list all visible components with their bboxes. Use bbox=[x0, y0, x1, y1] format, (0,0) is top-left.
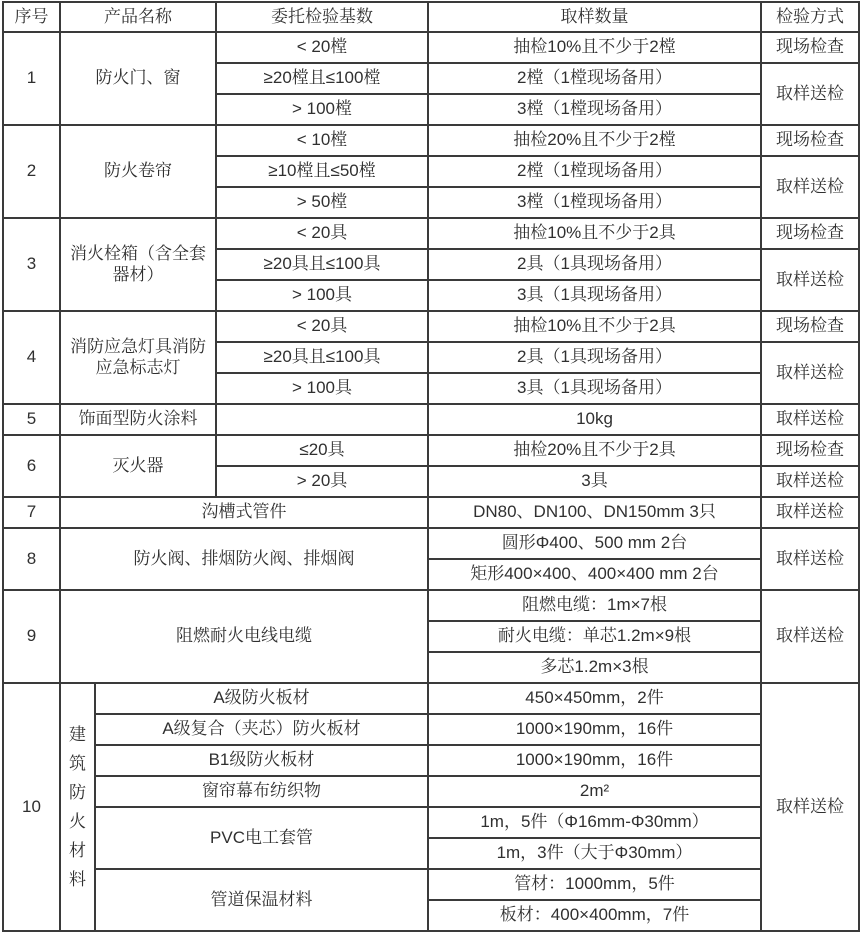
vertical-text-char: 材 bbox=[69, 841, 86, 860]
cell-product-name: 管道保温材料 bbox=[95, 869, 428, 931]
cell-serial-number: 2 bbox=[3, 125, 60, 218]
cell-serial-number: 5 bbox=[3, 404, 60, 435]
cell-product-name: B1级防火板材 bbox=[95, 745, 428, 776]
header-inspection-base: 委托检验基数 bbox=[216, 2, 428, 32]
cell-inspection-base: > 100樘 bbox=[216, 94, 428, 125]
cell-inspection-method: 现场检查 bbox=[761, 218, 859, 249]
cell-product-name: 消火栓箱（含全套器材） bbox=[60, 218, 216, 311]
cell-sample-quantity: 耐火电缆：单芯1.2m×9根 bbox=[428, 621, 761, 652]
inspection-sampling-table bbox=[2, 1, 860, 932]
cell-inspection-base: < 10樘 bbox=[216, 125, 428, 156]
cell-inspection-base: ≥20具且≤100具 bbox=[216, 342, 428, 373]
cell-sample-quantity: 3具（1具现场备用） bbox=[428, 280, 761, 311]
cell-sample-quantity: 2m² bbox=[428, 776, 761, 807]
table-row bbox=[3, 497, 859, 528]
cell-inspection-method: 现场检查 bbox=[761, 32, 859, 63]
cell-sample-quantity: 3樘（1樘现场备用） bbox=[428, 94, 761, 125]
cell-sample-quantity: 抽检20%且不少于2樘 bbox=[428, 125, 761, 156]
cell-inspection-base bbox=[216, 404, 428, 435]
cell-sample-quantity: 3具（1具现场备用） bbox=[428, 373, 761, 404]
table-row bbox=[3, 435, 859, 466]
cell-serial-number: 7 bbox=[3, 497, 60, 528]
table-row bbox=[3, 745, 859, 776]
cell-inspection-base: > 20具 bbox=[216, 466, 428, 497]
cell-serial-number: 1 bbox=[3, 32, 60, 125]
table-row bbox=[3, 32, 859, 63]
page bbox=[0, 1, 860, 925]
cell-product-name: 沟槽式管件 bbox=[60, 497, 428, 528]
cell-inspection-base: > 50樘 bbox=[216, 187, 428, 218]
table-row bbox=[3, 590, 859, 621]
table-row bbox=[3, 528, 859, 559]
table-row bbox=[3, 869, 859, 900]
cell-inspection-method: 现场检查 bbox=[761, 435, 859, 466]
cell-inspection-base: ≥20樘且≤100樘 bbox=[216, 63, 428, 94]
cell-inspection-method: 现场检查 bbox=[761, 125, 859, 156]
header-inspection-method: 检验方式 bbox=[761, 2, 859, 32]
cell-product-category bbox=[60, 683, 95, 931]
table-header bbox=[3, 2, 859, 32]
cell-sample-quantity: 抽检20%且不少于2具 bbox=[428, 435, 761, 466]
cell-sample-quantity: 1000×190mm，16件 bbox=[428, 745, 761, 776]
cell-inspection-method: 取样送检 bbox=[761, 590, 859, 683]
cell-inspection-method: 取样送检 bbox=[761, 342, 859, 404]
table-row bbox=[3, 125, 859, 156]
header-sample-quantity: 取样数量 bbox=[428, 2, 761, 32]
cell-inspection-method: 取样送检 bbox=[761, 528, 859, 590]
table-row bbox=[3, 714, 859, 745]
cell-product-name: 灭火器 bbox=[60, 435, 216, 497]
cell-inspection-base: < 20樘 bbox=[216, 32, 428, 63]
cell-serial-number: 3 bbox=[3, 218, 60, 311]
cell-inspection-base: ≤20具 bbox=[216, 435, 428, 466]
header-serial-number: 序号 bbox=[3, 2, 60, 32]
cell-sample-quantity: DN80、DN100、DN150mm 3只 bbox=[428, 497, 761, 528]
cell-sample-quantity: 2具（1具现场备用） bbox=[428, 342, 761, 373]
table-row bbox=[3, 776, 859, 807]
vertical-text bbox=[65, 726, 90, 888]
cell-inspection-method: 取样送检 bbox=[761, 249, 859, 311]
cell-inspection-base: > 100具 bbox=[216, 373, 428, 404]
cell-sample-quantity: 10kg bbox=[428, 404, 761, 435]
cell-sample-quantity: 2樘（1樘现场备用） bbox=[428, 156, 761, 187]
cell-sample-quantity: 3具 bbox=[428, 466, 761, 497]
cell-product-name: 阻燃耐火电线电缆 bbox=[60, 590, 428, 683]
cell-sample-quantity: 矩形400×400、400×400 mm 2台 bbox=[428, 559, 761, 590]
cell-inspection-base: < 20具 bbox=[216, 218, 428, 249]
cell-serial-number: 6 bbox=[3, 435, 60, 497]
cell-product-name: 窗帘幕布纺织物 bbox=[95, 776, 428, 807]
cell-sample-quantity: 1000×190mm，16件 bbox=[428, 714, 761, 745]
cell-sample-quantity: 阻燃电缆：1m×7根 bbox=[428, 590, 761, 621]
cell-product-name: A级复合（夹芯）防火板材 bbox=[95, 714, 428, 745]
cell-inspection-method: 取样送检 bbox=[761, 404, 859, 435]
table-row bbox=[3, 218, 859, 249]
table-row bbox=[3, 404, 859, 435]
cell-inspection-method: 现场检查 bbox=[761, 311, 859, 342]
vertical-text-char: 建 bbox=[69, 725, 86, 744]
header-product-name: 产品名称 bbox=[60, 2, 216, 32]
cell-serial-number: 4 bbox=[3, 311, 60, 404]
cell-product-name: 消防应急灯具消防应急标志灯 bbox=[60, 311, 216, 404]
vertical-text-char: 防 bbox=[69, 783, 86, 802]
cell-inspection-method: 取样送检 bbox=[761, 466, 859, 497]
cell-inspection-base: ≥20具且≤100具 bbox=[216, 249, 428, 280]
cell-serial-number: 8 bbox=[3, 528, 60, 590]
cell-product-name: PVC电工套管 bbox=[95, 807, 428, 869]
cell-sample-quantity: 圆形Φ400、500 mm 2台 bbox=[428, 528, 761, 559]
cell-sample-quantity: 2具（1具现场备用） bbox=[428, 249, 761, 280]
cell-inspection-method: 取样送检 bbox=[761, 156, 859, 218]
cell-sample-quantity: 3樘（1樘现场备用） bbox=[428, 187, 761, 218]
cell-sample-quantity: 450×450mm，2件 bbox=[428, 683, 761, 714]
vertical-text-char: 火 bbox=[69, 812, 86, 831]
cell-inspection-method: 取样送检 bbox=[761, 683, 859, 931]
table-body bbox=[3, 32, 859, 931]
vertical-text-char: 料 bbox=[69, 870, 86, 889]
cell-sample-quantity: 板材：400×400mm，7件 bbox=[428, 900, 761, 931]
cell-serial-number: 10 bbox=[3, 683, 60, 931]
cell-inspection-method: 取样送检 bbox=[761, 63, 859, 125]
cell-sample-quantity: 1m，5件（Φ16mm-Φ30mm） bbox=[428, 807, 761, 838]
cell-sample-quantity: 抽检10%且不少于2具 bbox=[428, 218, 761, 249]
cell-product-name: A级防火板材 bbox=[95, 683, 428, 714]
cell-product-name: 防火阀、排烟防火阀、排烟阀 bbox=[60, 528, 428, 590]
cell-inspection-base: < 20具 bbox=[216, 311, 428, 342]
table-row bbox=[3, 683, 859, 714]
cell-inspection-base: > 100具 bbox=[216, 280, 428, 311]
table-row bbox=[3, 807, 859, 838]
vertical-text-char: 筑 bbox=[69, 754, 86, 773]
cell-sample-quantity: 多芯1.2m×3根 bbox=[428, 652, 761, 683]
cell-sample-quantity: 抽检10%且不少于2具 bbox=[428, 311, 761, 342]
cell-product-name: 防火门、窗 bbox=[60, 32, 216, 125]
cell-product-name: 饰面型防火涂料 bbox=[60, 404, 216, 435]
cell-sample-quantity: 1m，3件（大于Φ30mm） bbox=[428, 838, 761, 869]
cell-serial-number: 9 bbox=[3, 590, 60, 683]
cell-sample-quantity: 抽检10%且不少于2樘 bbox=[428, 32, 761, 63]
header-row bbox=[3, 2, 859, 32]
cell-inspection-base: ≥10樘且≤50樘 bbox=[216, 156, 428, 187]
cell-sample-quantity: 2樘（1樘现场备用） bbox=[428, 63, 761, 94]
cell-inspection-method: 取样送检 bbox=[761, 497, 859, 528]
cell-product-name: 防火卷帘 bbox=[60, 125, 216, 218]
table-row bbox=[3, 311, 859, 342]
cell-sample-quantity: 管材：1000mm，5件 bbox=[428, 869, 761, 900]
